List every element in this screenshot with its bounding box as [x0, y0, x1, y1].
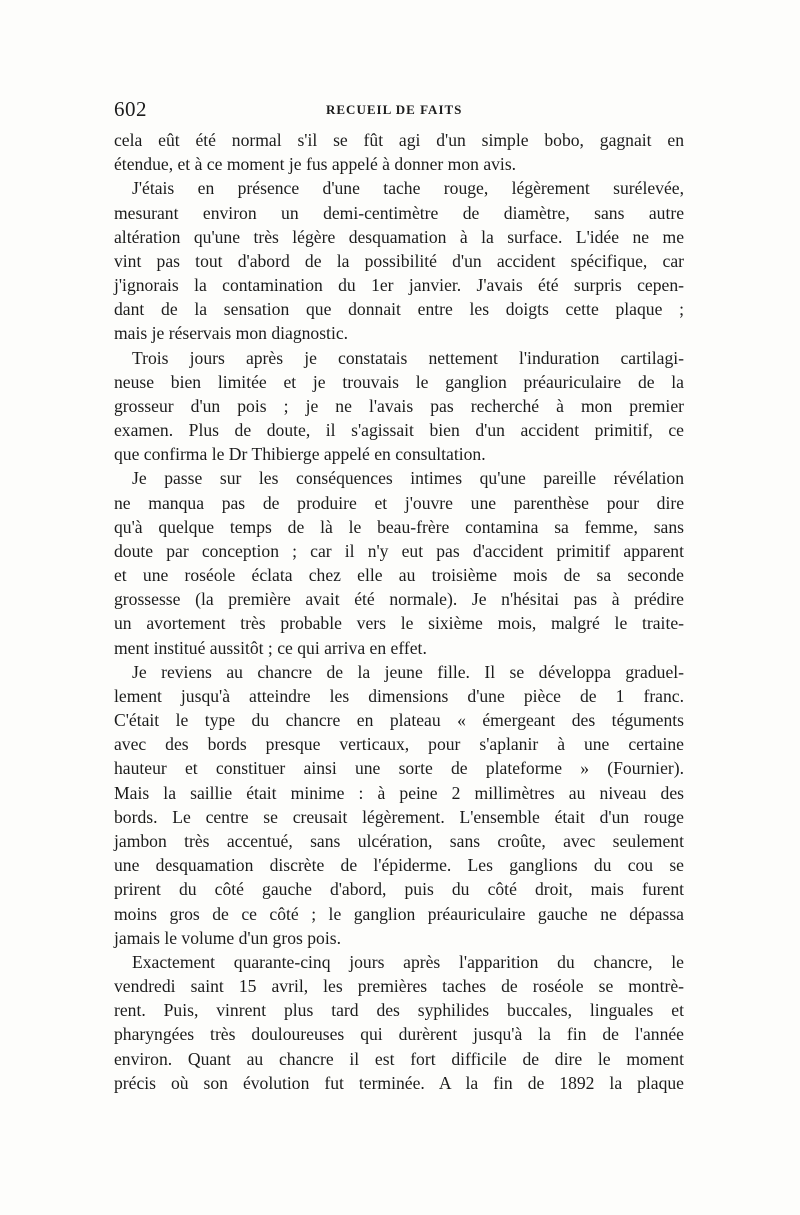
text-line: Je reviens au chancre de la jeune fille. Il se développa graduel-: [132, 661, 684, 682]
text-line: vint pas tout d'abord de la possibilité d'un accident spécifique, car: [114, 250, 684, 271]
text-line: rent. Puis, vinrent plus tard des syphilides buccales, linguales et: [114, 1000, 684, 1021]
text-line: Mais la saillie était minime : à peine 2 millimètres au niveau des: [114, 782, 684, 803]
text-line: examen. Plus de doute, il s'agissait bien d'un accident primitif, ce: [114, 420, 684, 441]
text-line: J'étais en présence d'une tache rouge, légèrement surélevée,: [132, 178, 684, 199]
text-line: dant de la sensation que donnait entre les doigts cette plaque ;: [114, 299, 684, 320]
text-line: Trois jours après je constatais nettement l'induration cartilagi-: [132, 347, 684, 368]
running-head: RECUEIL DE FAITS: [326, 102, 463, 117]
page-number: 602: [114, 97, 147, 121]
text-line: hauteur et constituer ainsi une sorte de plateforme » (Fournier).: [114, 758, 684, 779]
text-line: cela eût été normal s'il se fût agi d'un simple bobo, gagnait en: [114, 130, 684, 150]
text-line: jambon très accentué, sans ulcération, sans croûte, avec seulement: [114, 830, 684, 851]
text-line: altération qu'une très légère desquamation à la surface. L'idée ne me: [114, 226, 684, 247]
text-line: ne manqua pas de produire et j'ouvre une parenthèse pour dire: [114, 492, 684, 513]
text-line: environ. Quant au chancre il est fort difficile de dire le moment: [114, 1048, 684, 1069]
text-line: qu'à quelque temps de là le beau-frère contamina sa femme, sans: [114, 516, 684, 537]
text-line: avec des bords presque verticaux, pour s'aplanir à une certaine: [114, 734, 684, 755]
text-line: et une roséole éclata chez elle au troisième mois de sa seconde: [114, 565, 684, 586]
text-line: grosseur d'un pois ; je ne l'avais pas recherché à mon premier: [114, 395, 684, 416]
body-text: [114, 128, 684, 1095]
text-line: grossesse (la première avait été normale). Je n'hésitai pas à prédire: [114, 589, 684, 610]
text-line: lement jusqu'à atteindre les dimensions d'une pièce de 1 franc.: [114, 685, 684, 706]
text-line: précis où son évolution fut terminée. A la fin de 1892 la plaque: [114, 1072, 684, 1093]
text-line: doute par conception ; car il n'y eut pas d'accident primitif apparent: [114, 540, 684, 561]
text-line: étendue, et à ce moment je fus appelé à donner mon avis.: [114, 154, 517, 175]
text-line: mais je réservais mon diagnostic.: [114, 323, 349, 344]
text-line: Exactement quarante-cinq jours après l'apparition du chancre, le: [132, 951, 684, 972]
text-line: un avortement très probable vers le sixième mois, malgré le traite-: [114, 613, 684, 634]
text-line: pharyngées très douloureuses qui durèrent jusqu'à la fin de l'année: [114, 1024, 684, 1045]
text-line: prirent du côté gauche d'abord, puis du côté droit, mais furent: [114, 879, 684, 900]
text-line: jamais le volume d'un gros pois.: [114, 927, 341, 948]
page-header: [114, 97, 682, 123]
text-line: ment institué aussitôt ; ce qui arriva en effet.: [114, 637, 427, 658]
text-line: vendredi saint 15 avril, les premières taches de roséole se montrè-: [114, 976, 684, 997]
text-line: une desquamation discrète de l'épiderme. Les ganglions du cou se: [114, 855, 684, 876]
text-line: mesurant environ un demi-centimètre de diamètre, sans autre: [114, 202, 684, 223]
text-line: Je passe sur les conséquences intimes qu'une pareille révélation: [132, 468, 684, 489]
text-line: neuse bien limitée et je trouvais le ganglion préauriculaire de la: [114, 371, 684, 392]
text-line: C'était le type du chancre en plateau « émergeant des téguments: [114, 710, 684, 731]
text-line: moins gros de ce côté ; le ganglion préauriculaire gauche ne dépassa: [114, 903, 684, 924]
text-line: bords. Le centre se creusait légèrement. L'ensemble était d'un rouge: [114, 806, 684, 827]
text-line: j'ignorais la contamination du 1er janvier. J'avais été surpris cepen-: [114, 275, 684, 296]
text-line: que confirma le Dr Thibierge appelé en consultation.: [114, 444, 486, 465]
